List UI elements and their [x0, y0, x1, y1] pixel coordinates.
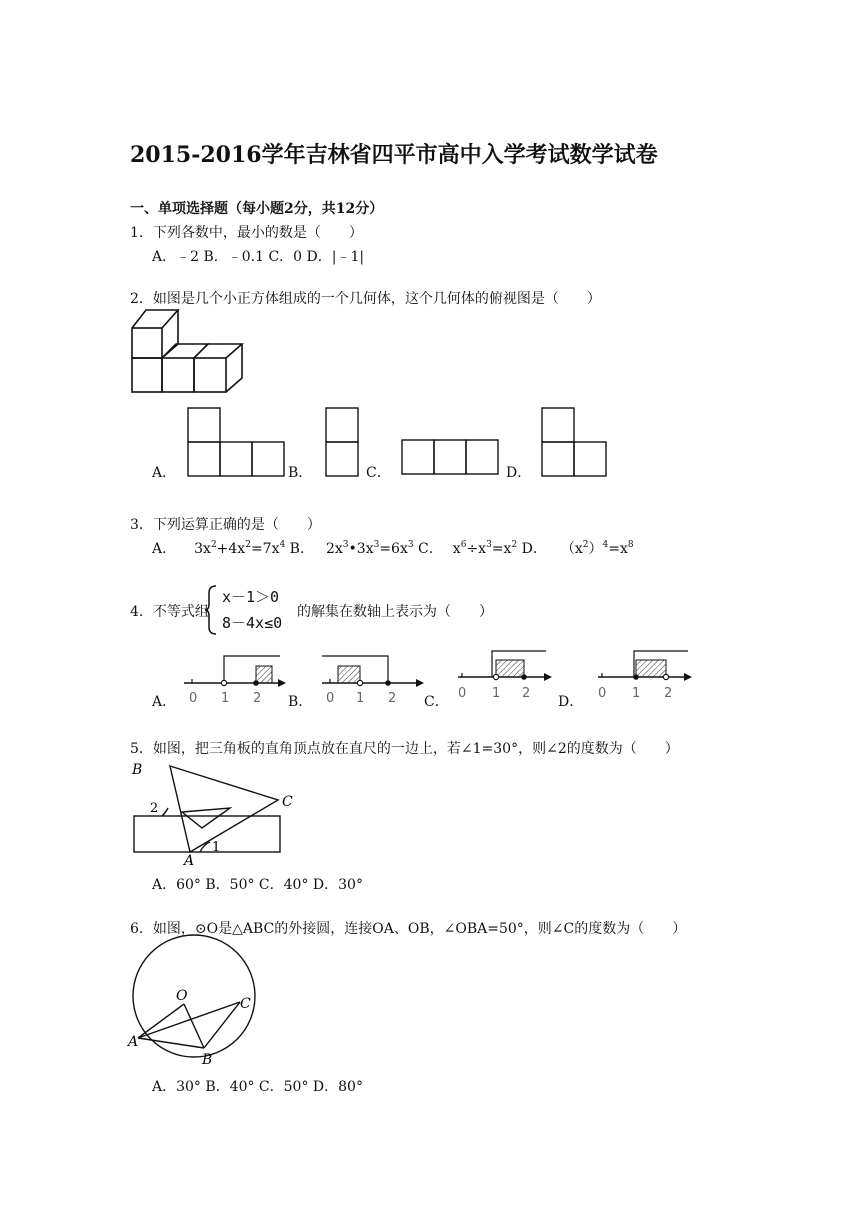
q3-c-e1: 6	[460, 540, 467, 550]
q4-d-tick-2: 2	[664, 686, 673, 701]
q4-numberline-c	[454, 645, 558, 703]
q5-options: A．60° B．50° C．40° D．30°	[152, 877, 363, 893]
q2-stem: 2．如图是几个小正方体组成的一个几何体，这个几何体的俯视图是（ ）	[130, 291, 601, 307]
q4-numberline-b	[318, 650, 428, 708]
q4-stem-pre: 4．不等式组	[130, 604, 209, 620]
q3-b-e3: 3	[407, 540, 414, 550]
q2-option-b-figure	[324, 406, 360, 478]
q2-option-d-figure	[540, 406, 608, 478]
q2-option-c-figure	[400, 438, 500, 476]
q4-label-a: A．	[152, 694, 177, 710]
q6-options: A．30° B．40° C．50° D．80°	[152, 1079, 363, 1095]
q3-c-e2: 3	[486, 540, 492, 550]
q5-triangle-ruler-figure	[126, 758, 302, 869]
q4-c-tick-2: 2	[522, 686, 531, 701]
q4-a-tick-1: 1	[221, 691, 230, 706]
q6-circle-figure	[124, 934, 264, 1068]
q3-a-t3: =7x	[250, 541, 280, 557]
q4-b-tick-2: 2	[388, 691, 397, 706]
q5-label-a: A	[184, 853, 195, 869]
page-title: 2015-2016学年吉林省四平市高中入学考试数学试卷	[130, 142, 658, 168]
q4-inequality-2: 8－4x≤0	[222, 614, 283, 632]
q4-b-tick-0: 0	[326, 691, 335, 706]
q4-numberline-d	[594, 645, 698, 703]
q3-a-prefix: A．	[152, 541, 177, 557]
q3-b-t2: •3x	[348, 541, 374, 557]
q6-label-a: A	[128, 1034, 139, 1050]
q3-c-e3: 2	[511, 540, 518, 550]
q6-label-b: B	[202, 1052, 213, 1068]
q3-options	[152, 538, 634, 558]
q1-options: A．﹣2 B．﹣0.1 C．0 D．|﹣1|	[152, 249, 365, 265]
q3-d-t2: ）	[588, 541, 603, 557]
q3-b-t3: =6x	[379, 541, 408, 557]
q3-d-prefix: D．	[517, 541, 547, 557]
q6-label-c: C	[240, 996, 251, 1012]
q3-c-t3: =x	[491, 541, 512, 557]
q4-stem-post: 的解集在数轴上表示为（ ）	[297, 604, 493, 620]
q3-d-t1: （x	[560, 541, 583, 557]
q4-c-tick-1: 1	[492, 686, 501, 701]
q4-brace	[204, 584, 218, 636]
q3-c-t1: x	[452, 541, 461, 557]
q2-label-d: D．	[506, 465, 532, 481]
q6-label-o: O	[176, 988, 188, 1004]
q3-d-e1: 2	[582, 540, 589, 550]
q4-b-tick-1: 1	[356, 691, 365, 706]
q1-stem: 1．下列各数中，最小的数是（ ）	[130, 225, 363, 241]
q2-label-c: C．	[366, 465, 391, 481]
q3-b-t1: 2x	[325, 541, 343, 557]
q3-c-t2: ÷x	[466, 541, 487, 557]
q2-option-a-figure	[186, 406, 286, 478]
q4-label-b: B．	[288, 694, 313, 710]
q3-c-prefix: C．	[413, 541, 443, 557]
q4-a-tick-2: 2	[253, 691, 262, 706]
q3-b-prefix: B．	[285, 541, 314, 557]
q3-b-e1: 3	[342, 540, 349, 550]
q3-a-t1: 3x	[194, 541, 211, 557]
q2-label-b: B．	[288, 465, 313, 481]
q3-a-e3: 4	[279, 540, 286, 550]
q2-label-a: A．	[152, 465, 177, 481]
q4-inequality-1: x－1＞0	[222, 588, 280, 606]
q3-stem: 3．下列运算正确的是（ ）	[130, 517, 321, 533]
section-header: 一、单项选择题（每小题2分，共12分）	[130, 201, 384, 217]
q5-label-2: 2	[150, 801, 159, 816]
q3-d-e3: 8	[627, 540, 634, 550]
q3-d-e2: 4	[602, 540, 609, 550]
q4-numberline-a	[180, 650, 290, 708]
q3-a-e2: 2	[245, 540, 251, 550]
q5-label-c: C	[282, 794, 293, 810]
q5-label-1: 1	[212, 840, 221, 855]
q3-a-e1: 2	[210, 540, 217, 550]
q4-label-c: C．	[424, 694, 449, 710]
q3-a-t2: +4x	[216, 541, 246, 557]
q4-c-tick-0: 0	[458, 686, 467, 701]
q4-label-d: D．	[558, 694, 584, 710]
q3-d-t3: =x	[608, 541, 628, 557]
q5-label-b: B	[132, 762, 143, 778]
q2-solid-figure	[128, 306, 248, 396]
q4-d-tick-0: 0	[598, 686, 607, 701]
q6-stem: 6．如图，⊙O是△ABC的外接圆，连接OA、OB，∠OBA=50°，则∠C的度数为（ ）	[130, 921, 687, 937]
q5-stem: 5．如图，把三角板的直角顶点放在直尺的一边上，若∠1=30°，则∠2的度数为（ ）	[130, 741, 679, 757]
q4-d-tick-1: 1	[632, 686, 641, 701]
q3-b-e2: 3	[373, 540, 380, 550]
q4-a-tick-0: 0	[189, 691, 198, 706]
